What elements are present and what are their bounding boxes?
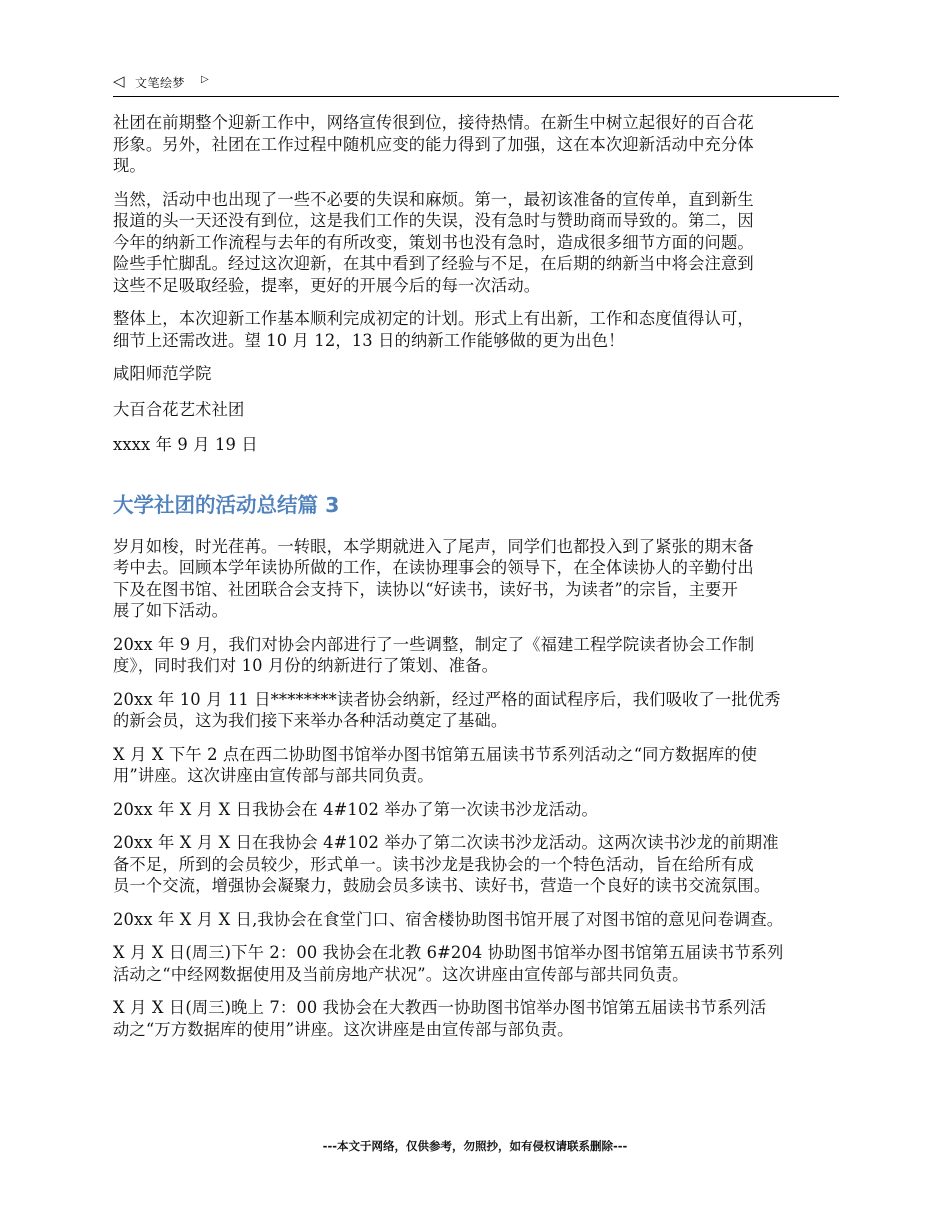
left-triangle-icon: ◁ — [113, 72, 125, 90]
paragraph — [113, 744, 841, 787]
text-line: 备不足，所到的会员较少，形式单一。读书沙龙是我协会的一个特色活动，旨在给所有成 — [113, 854, 754, 874]
text-line: 社团在前期整个迎新工作中，网络宣传很到位，接待热情。在新生中树立起很好的百合花 — [113, 113, 754, 132]
text-line: 这些不足吸取经验，提率，更好的开展今后的每一次活动。 — [113, 275, 541, 295]
signature-club: 大百合花艺术社团 — [113, 399, 245, 419]
text-line: 度》，同时我们对 10 月份的纳新进行了策划、准备。 — [113, 656, 499, 675]
paragraph — [113, 634, 841, 677]
paragraph — [113, 832, 841, 897]
text-line: 20xx 年 X 月 X 日我协会在 4#102 举办了第一次读书沙龙活动。 — [113, 799, 598, 819]
text-line: 的新会员，这为我们接下来举办各种活动奠定了基础。 — [113, 711, 508, 730]
text-line: 活动之“中经网数据使用及当前房地产状况”。这次讲座由宣传部与部共同负责。 — [113, 964, 689, 984]
paragraph — [113, 997, 841, 1040]
signature-school: 咸阳师范学院 — [113, 364, 212, 383]
paragraph — [113, 689, 841, 732]
right-triangle-icon: ▷ — [201, 74, 209, 85]
paragraph — [113, 799, 841, 821]
paragraph — [113, 308, 841, 351]
text-line: 20xx 年 X 月 X 日,我协会在食堂门口、宿舍楼协助图书馆开展了对图书馆的意见问卷调查。 — [113, 909, 784, 929]
text-line: X 月 X 下午 2 点在西二协助图书馆举办图书馆第五届读书节系列活动之“同方数据库的使 — [113, 744, 758, 764]
section-2 — [113, 536, 841, 1041]
text-line: 动之“万方数据库的使用”讲座。这次讲座是由宣传部与部负责。 — [113, 1019, 574, 1039]
section-1 — [113, 112, 841, 456]
text-line: 用”讲座。这次讲座由宣传部与部共同负责。 — [113, 766, 434, 785]
text-line: 20xx 年 9 月，我们对协会内部进行了一些调整，制定了《福建工程学院读者协会工作制 — [113, 634, 755, 654]
text-line: 险些手忙脚乱。经过这次迎新，在其中看到了经验与不足，在后期的纳新当中将会注意到 — [113, 254, 754, 273]
paragraph — [113, 112, 841, 177]
text-line: 形象。另外，社团在工作过程中随机应变的能力得到了加强，这在本次迎新活动中充分体 — [113, 134, 754, 154]
header-title: 文笔绘梦 — [135, 76, 186, 90]
text-line: X 月 X 日(周三)晚上 7：00 我协会在大教西一协助图书馆举办图书馆第五届读书节系列活 — [113, 998, 767, 1017]
text-line: 整体上，本次迎新工作基本顺利完成初定的计划。形式上有出新，工作和态度值得认可， — [113, 309, 754, 328]
paragraph — [113, 189, 841, 297]
paragraph — [113, 909, 841, 931]
document-body — [113, 112, 841, 1052]
text-line: 细节上还需改进。望 10 月 12，13 日的纳新工作能够做的更为出色！ — [113, 330, 625, 350]
text-line: 当然，活动中也出现了一些不必要的失误和麻烦。第一，最初该准备的宣传单，直到新生 — [113, 189, 754, 209]
text-line: 岁月如梭，时光荏苒。一转眼，本学期就进入了尾声，同学们也都投入到了紧张的期末备 — [113, 536, 754, 556]
text-line: X 月 X 日(周三)下午 2：00 我协会在北教 6#204 协助图书馆举办图书馆第五届读书节系列 — [113, 943, 784, 962]
text-line: 考中去。回顾本学年读协所做的工作，在读协理事会的领导下，在全体读协人的辛勤付出 — [113, 558, 754, 577]
section-heading: 大学社团的活动总结篇 3 — [113, 492, 340, 517]
text-line: 下及在图书馆、社团联合会支持下，读协以“好读书，读好书，为读者”的宗旨，主要开 — [113, 579, 738, 599]
paragraph — [113, 942, 841, 985]
text-line: 20xx 年 10 月 11 日********读者协会纳新，经过严格的面试程序后，我们吸收了一批优秀 — [113, 689, 781, 709]
signature-date: xxxx 年 9 月 19 日 — [113, 435, 258, 454]
text-line: 现。 — [113, 156, 146, 175]
text-line: 报道的头一天还没有到位，这是我们工作的失误，没有急时与赞助商而导致的。第二，因 — [113, 211, 754, 230]
text-line: 今年的纳新工作流程与去年的有所改变，策划书也没有急时，造成很多细节方面的问题。 — [113, 232, 754, 252]
footer-disclaimer: ---本文于网络，仅供参考，勿照抄，如有侵权请联系删除--- — [322, 1139, 628, 1153]
text-line: 展了如下活动。 — [113, 601, 229, 620]
text-line: 20xx 年 X 月 X 日在我协会 4#102 举办了第二次读书沙龙活动。这两次读书沙龙的前期准 — [113, 833, 779, 852]
document-header — [113, 70, 839, 97]
paragraph — [113, 536, 841, 622]
text-line: 员一个交流，增强协会凝聚力，鼓励会员多读书、读好书，营造一个良好的读书交流氛围。 — [113, 876, 771, 895]
